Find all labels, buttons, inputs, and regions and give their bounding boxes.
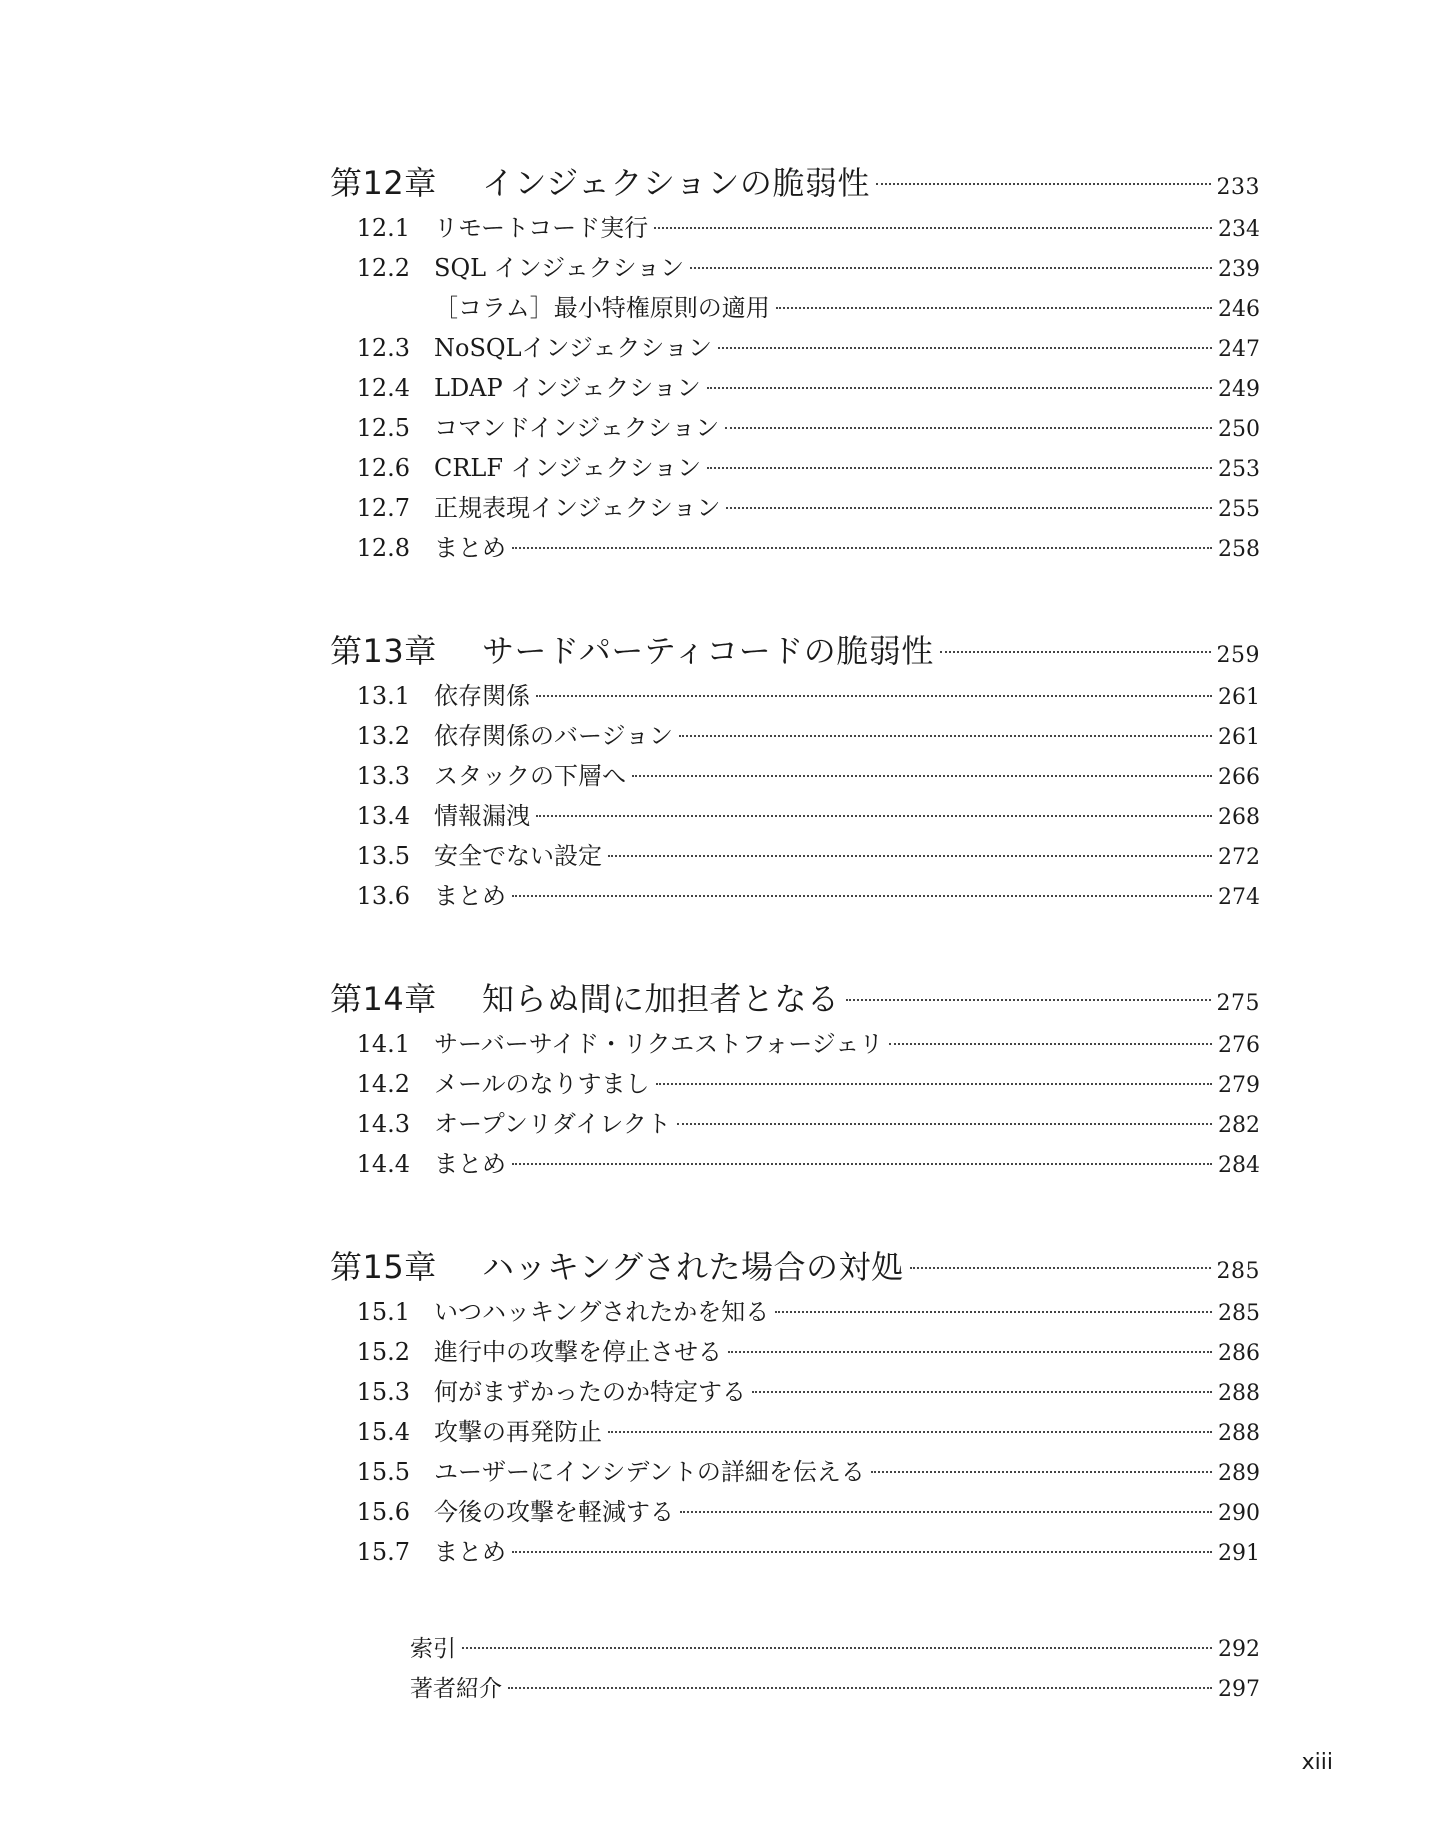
- dot-leader: [889, 1043, 1212, 1045]
- section-number: 12.6: [356, 454, 410, 482]
- section-number: 12.3: [356, 334, 410, 362]
- dot-leader: [846, 999, 1211, 1001]
- section-page-number: 288: [1218, 1421, 1260, 1446]
- section-entry[interactable]: [330, 756, 1260, 796]
- section-title: スタックの下層へ: [434, 762, 626, 790]
- section-title: NoSQLインジェクション: [434, 334, 712, 362]
- section-entry[interactable]: [330, 1372, 1260, 1412]
- section-title: 攻撃の再発防止: [434, 1418, 602, 1446]
- section-title: オープンリダイレクト: [434, 1110, 671, 1138]
- section-page-number: 246: [1218, 297, 1260, 322]
- section-page-number: 266: [1218, 765, 1260, 790]
- chapter-title: サードパーティコードの脆弱性: [482, 632, 934, 670]
- backmatter-title: 著者紹介: [410, 1676, 502, 1702]
- backmatter-page-number: 297: [1218, 1677, 1260, 1702]
- dot-leader: [462, 1647, 1212, 1649]
- section-entry[interactable]: [330, 1064, 1260, 1104]
- section-number: 14.4: [356, 1150, 410, 1178]
- section-number: 15.4: [356, 1418, 410, 1446]
- dot-leader: [876, 183, 1211, 185]
- section-entry[interactable]: [330, 796, 1260, 836]
- section-number: 12.1: [356, 214, 410, 242]
- section-number: 13.3: [356, 762, 410, 790]
- section-entry[interactable]: [330, 1332, 1260, 1372]
- dot-leader: [775, 1311, 1212, 1313]
- section-title: 今後の攻撃を軽減する: [434, 1498, 674, 1526]
- backmatter-title: 索引: [410, 1636, 456, 1662]
- section-entry[interactable]: [330, 1024, 1260, 1064]
- section-title: まとめ: [434, 1538, 506, 1566]
- section-title: ユーザーにインシデントの詳細を伝える: [434, 1458, 865, 1486]
- section-title: いつハッキングされたかを知る: [434, 1298, 770, 1326]
- section-number: 14.1: [356, 1030, 410, 1058]
- section-entry[interactable]: [330, 1452, 1260, 1492]
- chapter-page-number: 259: [1216, 643, 1260, 668]
- section-page-number: 247: [1218, 337, 1260, 362]
- dot-leader: [512, 547, 1212, 549]
- section-title: LDAP インジェクション: [434, 374, 701, 402]
- dot-leader: [677, 1123, 1212, 1125]
- dot-leader: [752, 1391, 1212, 1393]
- section-number: 14.2: [356, 1070, 410, 1098]
- dot-leader: [512, 1551, 1212, 1553]
- section-entry[interactable]: [330, 1412, 1260, 1452]
- section-number: 12.8: [356, 534, 410, 562]
- dot-leader: [871, 1471, 1212, 1473]
- chapter-heading[interactable]: [330, 1242, 1260, 1292]
- section-title: 進行中の攻撃を停止させる: [434, 1338, 722, 1366]
- dot-leader: [654, 227, 1212, 229]
- dot-leader: [608, 855, 1212, 857]
- dot-leader: [776, 307, 1212, 309]
- section-entry[interactable]: [330, 448, 1260, 488]
- section-title: CRLF インジェクション: [434, 454, 702, 482]
- section-entry[interactable]: [330, 1104, 1260, 1144]
- section-number: 13.4: [356, 802, 410, 830]
- section-title: まとめ: [434, 534, 506, 562]
- section-page-number: 289: [1218, 1461, 1260, 1486]
- chapter-heading[interactable]: [330, 158, 1260, 208]
- chapter-block: [330, 1242, 1260, 1572]
- section-page-number: 249: [1218, 377, 1260, 402]
- page-number: xiii: [1301, 1750, 1333, 1775]
- section-entry[interactable]: [330, 1144, 1260, 1184]
- chapter-title: インジェクションの脆弱性: [482, 164, 870, 202]
- chapter-heading[interactable]: [330, 626, 1260, 676]
- dot-leader: [726, 507, 1212, 509]
- dot-leader: [707, 387, 1212, 389]
- section-entry[interactable]: [330, 248, 1260, 288]
- section-number: 13.5: [356, 842, 410, 870]
- section-page-number: 282: [1218, 1113, 1260, 1138]
- section-title: SQL インジェクション: [434, 254, 685, 282]
- section-number: 12.2: [356, 254, 410, 282]
- dot-leader: [718, 347, 1212, 349]
- section-entry[interactable]: [330, 328, 1260, 368]
- section-title: まとめ: [434, 1150, 506, 1178]
- backmatter-entry[interactable]: [410, 1630, 1260, 1670]
- chapter-page-number: 285: [1216, 1259, 1260, 1284]
- section-entry[interactable]: [330, 836, 1260, 876]
- dot-leader: [656, 1083, 1212, 1085]
- chapter-number: 第14章: [330, 980, 437, 1018]
- section-number: 12.4: [356, 374, 410, 402]
- section-number: 15.1: [356, 1298, 410, 1326]
- section-number: 12.5: [356, 414, 410, 442]
- section-number: 15.6: [356, 1498, 410, 1526]
- section-page-number: 276: [1218, 1033, 1260, 1058]
- column-entry[interactable]: [330, 288, 1260, 328]
- section-title: サーバーサイド・リクエストフォージェリ: [434, 1030, 884, 1058]
- section-number: 15.2: [356, 1338, 410, 1366]
- chapter-page-number: 275: [1216, 991, 1260, 1016]
- table-of-contents: [330, 158, 1260, 1710]
- backmatter-page-number: 292: [1218, 1637, 1260, 1662]
- section-title: 何がまずかったのか特定する: [434, 1378, 746, 1406]
- chapter-block: [330, 974, 1260, 1184]
- section-page-number: 284: [1218, 1153, 1260, 1178]
- section-number: 13.2: [356, 722, 410, 750]
- dot-leader: [508, 1687, 1212, 1689]
- section-title: まとめ: [434, 882, 506, 910]
- section-page-number: 268: [1218, 805, 1260, 830]
- section-entry[interactable]: [330, 1292, 1260, 1332]
- chapter-heading[interactable]: [330, 974, 1260, 1024]
- chapter-block: [330, 626, 1260, 916]
- section-title: 依存関係のバージョン: [434, 722, 674, 750]
- section-page-number: 234: [1218, 217, 1260, 242]
- section-page-number: 250: [1218, 417, 1260, 442]
- section-page-number: 274: [1218, 885, 1260, 910]
- dot-leader: [512, 895, 1212, 897]
- section-page-number: 279: [1218, 1073, 1260, 1098]
- section-title: リモートコード実行: [434, 214, 649, 242]
- section-page-number: 272: [1218, 845, 1260, 870]
- section-number: 13.1: [356, 682, 410, 710]
- section-page-number: 288: [1218, 1381, 1260, 1406]
- section-page-number: 291: [1218, 1541, 1260, 1566]
- section-title: 情報漏洩: [434, 802, 530, 830]
- section-title: メールのなりすまし: [434, 1070, 650, 1098]
- section-title: コマンドインジェクション: [434, 414, 720, 442]
- dot-leader: [940, 651, 1211, 653]
- chapter-title: ハッキングされた場合の対処: [482, 1248, 904, 1286]
- dot-leader: [512, 1163, 1212, 1165]
- section-entry[interactable]: [330, 1492, 1260, 1532]
- section-entry[interactable]: [330, 1532, 1260, 1572]
- dot-leader: [536, 815, 1212, 817]
- chapter-number: 第15章: [330, 1248, 437, 1286]
- dot-leader: [679, 735, 1212, 737]
- section-number: 13.6: [356, 882, 410, 910]
- section-page-number: 261: [1218, 685, 1260, 710]
- section-entry[interactable]: [330, 488, 1260, 528]
- section-entry[interactable]: [330, 408, 1260, 448]
- section-title: 依存関係: [434, 682, 530, 710]
- section-entry[interactable]: [330, 676, 1260, 716]
- dot-leader: [536, 695, 1212, 697]
- section-entry[interactable]: [330, 528, 1260, 568]
- section-number: 15.3: [356, 1378, 410, 1406]
- section-title: 正規表現インジェクション: [434, 494, 721, 522]
- section-entry[interactable]: [330, 368, 1260, 408]
- section-number: 15.7: [356, 1538, 410, 1566]
- section-page-number: 239: [1218, 257, 1260, 282]
- section-title: ［コラム］最小特権原則の適用: [434, 294, 770, 322]
- dot-leader: [728, 1351, 1212, 1353]
- dot-leader: [910, 1267, 1211, 1269]
- dot-leader: [632, 775, 1212, 777]
- section-entry[interactable]: [330, 876, 1260, 916]
- section-title: 安全でない設定: [434, 842, 602, 870]
- section-entry[interactable]: [330, 208, 1260, 248]
- chapter-number: 第13章: [330, 632, 437, 670]
- section-page-number: 253: [1218, 457, 1260, 482]
- backmatter-entry[interactable]: [410, 1670, 1260, 1710]
- section-number: 12.7: [356, 494, 410, 522]
- section-number: 14.3: [356, 1110, 410, 1138]
- dot-leader: [707, 467, 1212, 469]
- chapter-page-number: 233: [1216, 175, 1260, 200]
- backmatter-list: [330, 1630, 1260, 1710]
- section-number: 15.5: [356, 1458, 410, 1486]
- chapter-title: 知らぬ間に加担者となる: [482, 980, 840, 1018]
- dot-leader: [725, 427, 1212, 429]
- dot-leader: [608, 1431, 1212, 1433]
- chapter-block: [330, 158, 1260, 568]
- section-page-number: 286: [1218, 1341, 1260, 1366]
- section-page-number: 261: [1218, 725, 1260, 750]
- section-entry[interactable]: [330, 716, 1260, 756]
- chapter-number: 第12章: [330, 164, 437, 202]
- dot-leader: [680, 1511, 1212, 1513]
- section-page-number: 290: [1218, 1501, 1260, 1526]
- section-page-number: 255: [1218, 497, 1260, 522]
- section-page-number: 285: [1218, 1301, 1260, 1326]
- section-page-number: 258: [1218, 537, 1260, 562]
- dot-leader: [690, 267, 1212, 269]
